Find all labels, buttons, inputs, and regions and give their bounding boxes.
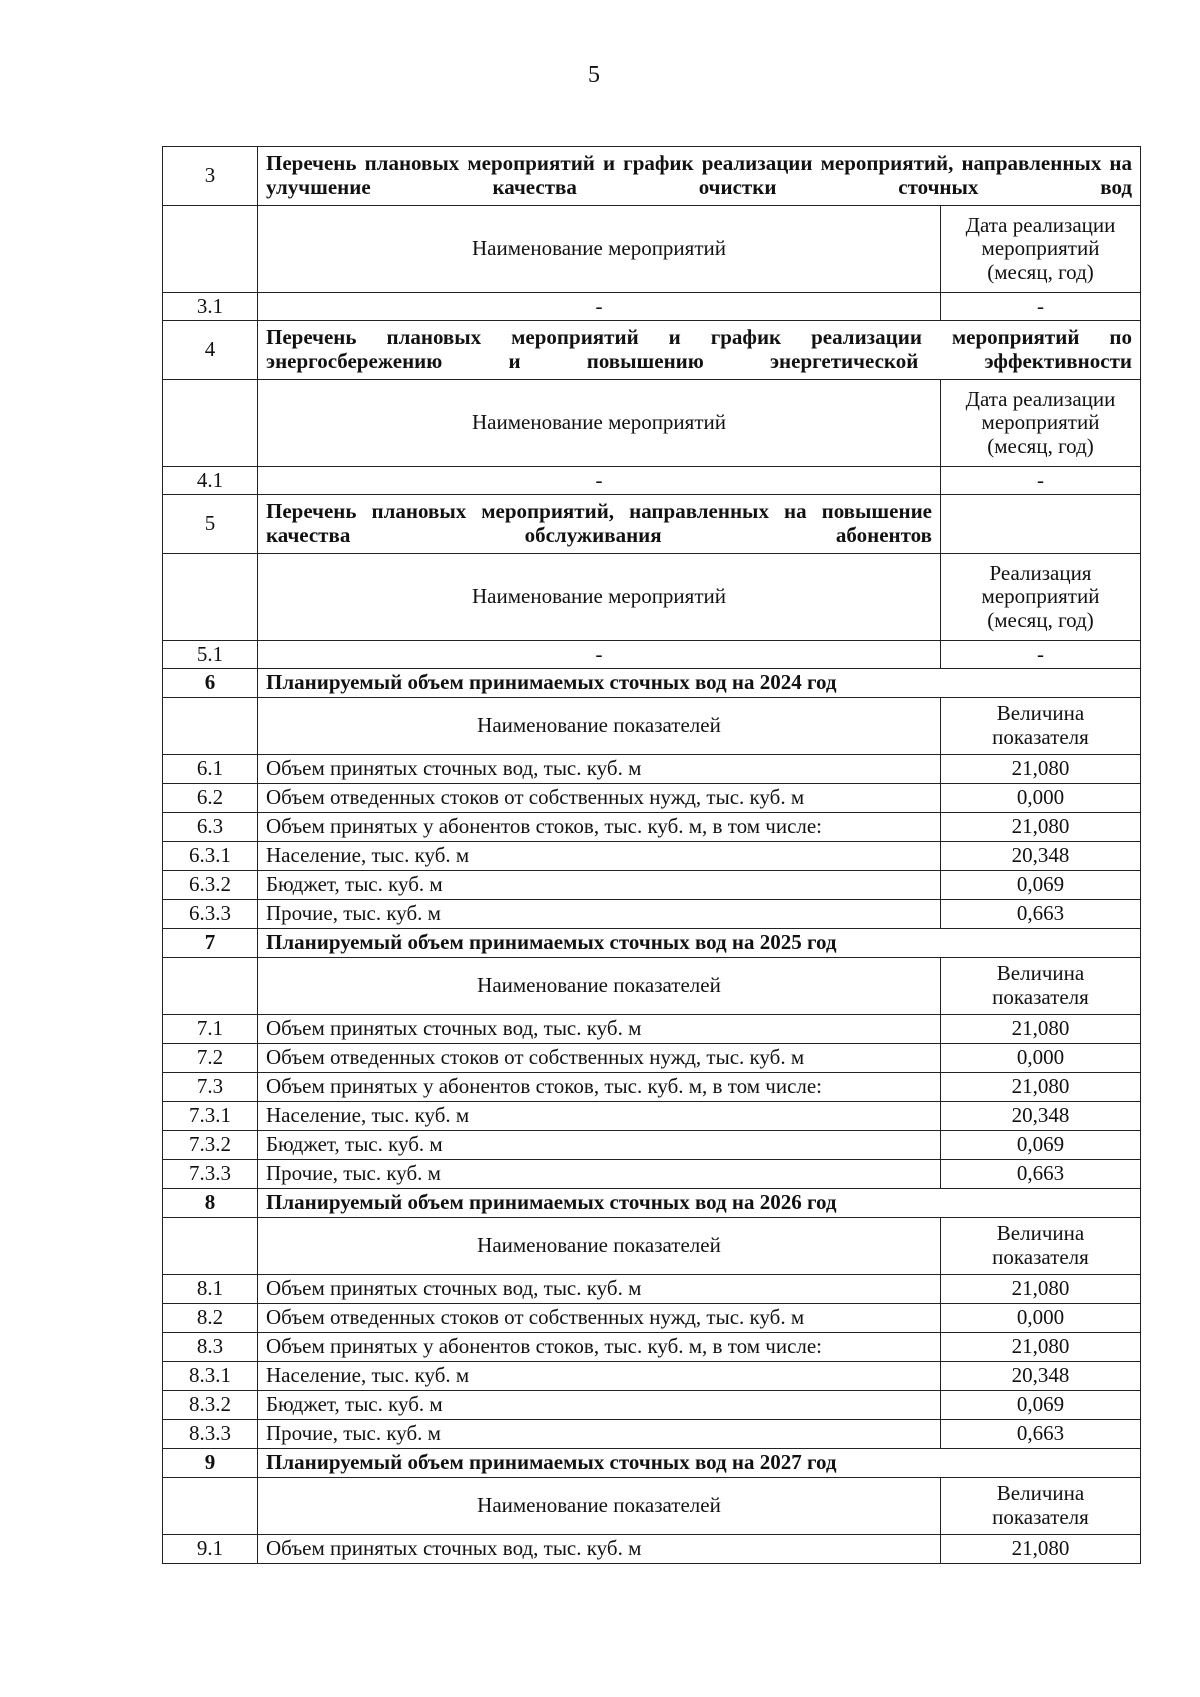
row-value: 20,348 — [941, 1102, 1141, 1131]
row-value: 0,000 — [941, 1304, 1141, 1333]
row-value: 0,069 — [941, 1131, 1141, 1160]
row-number: 8.3.1 — [163, 1362, 258, 1391]
section-6-header — [163, 669, 1141, 698]
table-row — [163, 900, 1141, 929]
row-label: Прочие, тыс. куб. м — [258, 1420, 941, 1449]
row-date: - — [941, 467, 1141, 495]
table-row — [163, 467, 1141, 495]
section-3-header — [163, 147, 1141, 206]
row-number: 4.1 — [163, 467, 258, 495]
row-label: Объем отведенных стоков от собственных нужд, тыс. куб. м — [258, 1044, 941, 1073]
row-value: 20,348 — [941, 1362, 1141, 1391]
row-label: Население, тыс. куб. м — [258, 1102, 941, 1131]
section-number: 9 — [163, 1449, 258, 1478]
row-number: 7.2 — [163, 1044, 258, 1073]
row-name: - — [258, 293, 941, 321]
row-number: 7.3.1 — [163, 1102, 258, 1131]
row-label: Объем принятых у абонентов стоков, тыс. куб. м, в том числе: — [258, 1073, 941, 1102]
row-number: 6.3.2 — [163, 871, 258, 900]
column-name-header: Наименование мероприятий — [258, 380, 941, 467]
row-label: Объем принятых у абонентов стоков, тыс. куб. м, в том числе: — [258, 1333, 941, 1362]
table-row — [163, 1160, 1141, 1189]
table-row — [163, 1333, 1141, 1362]
row-value: 21,080 — [941, 1015, 1141, 1044]
row-label: Объем принятых сточных вод, тыс. куб. м — [258, 1275, 941, 1304]
section-number: 6 — [163, 669, 258, 698]
row-date: - — [941, 293, 1141, 321]
section-8-column-header — [163, 1218, 1141, 1275]
column-name-header: Наименование мероприятий — [258, 206, 941, 293]
row-label: Объем принятых сточных вод, тыс. куб. м — [258, 1015, 941, 1044]
row-number: 7.3 — [163, 1073, 258, 1102]
table-row — [163, 1073, 1141, 1102]
row-name: - — [258, 641, 941, 669]
empty-cell — [163, 1218, 258, 1275]
row-value: 0,000 — [941, 1044, 1141, 1073]
row-label: Объем отведенных стоков от собственных нужд, тыс. куб. м — [258, 1304, 941, 1333]
table-row — [163, 1015, 1141, 1044]
row-number: 8.1 — [163, 1275, 258, 1304]
row-label: Объем отведенных стоков от собственных нужд, тыс. куб. м — [258, 784, 941, 813]
row-value: 21,080 — [941, 1333, 1141, 1362]
page-number: 5 — [588, 62, 600, 88]
table-row — [163, 784, 1141, 813]
empty-cell — [163, 554, 258, 641]
row-value: 0,663 — [941, 1420, 1141, 1449]
table-row — [163, 1044, 1141, 1073]
column-date-header: Дата реализации мероприятий (месяц, год) — [941, 380, 1141, 467]
row-number: 8.3.3 — [163, 1420, 258, 1449]
section-title: Планируемый объем принимаемых сточных вод на 2027 год — [258, 1449, 1141, 1478]
row-value: 21,080 — [941, 813, 1141, 842]
section-title: Перечень плановых мероприятий, направленных на повышение качества обслуживания абонентов — [258, 495, 941, 554]
row-value: 20,348 — [941, 842, 1141, 871]
row-number: 7.1 — [163, 1015, 258, 1044]
section-4-column-header — [163, 380, 1141, 467]
empty-cell — [163, 380, 258, 467]
column-value-header: Величина показателя — [941, 958, 1141, 1015]
column-name-header: Наименование показателей — [258, 1478, 941, 1535]
row-value: 21,080 — [941, 1073, 1141, 1102]
row-number: 7.3.2 — [163, 1131, 258, 1160]
table-row — [163, 871, 1141, 900]
row-label: Бюджет, тыс. куб. м — [258, 1131, 941, 1160]
plan-table — [162, 146, 1141, 1564]
row-value: 0,069 — [941, 1391, 1141, 1420]
table-row — [163, 1102, 1141, 1131]
column-date-header: Дата реализации мероприятий (месяц, год) — [941, 206, 1141, 293]
row-name: - — [258, 467, 941, 495]
table-row — [163, 1275, 1141, 1304]
empty-cell — [163, 698, 258, 755]
row-label: Прочие, тыс. куб. м — [258, 900, 941, 929]
empty-cell — [941, 495, 1141, 554]
table-row — [163, 1535, 1141, 1564]
row-number: 6.1 — [163, 755, 258, 784]
row-number: 6.3.1 — [163, 842, 258, 871]
row-number: 7.3.3 — [163, 1160, 258, 1189]
row-number: 9.1 — [163, 1535, 258, 1564]
table-row — [163, 842, 1141, 871]
column-name-header: Наименование показателей — [258, 698, 941, 755]
section-title: Планируемый объем принимаемых сточных вод на 2026 год — [258, 1189, 1141, 1218]
section-9-header — [163, 1449, 1141, 1478]
section-4-header — [163, 321, 1141, 380]
row-date: - — [941, 641, 1141, 669]
row-value: 0,663 — [941, 900, 1141, 929]
table-row — [163, 1304, 1141, 1333]
section-3-column-header — [163, 206, 1141, 293]
table-row — [163, 641, 1141, 669]
row-value: 21,080 — [941, 755, 1141, 784]
column-value-header: Величина показателя — [941, 1478, 1141, 1535]
row-value: 0,663 — [941, 1160, 1141, 1189]
column-value-header: Величина показателя — [941, 698, 1141, 755]
row-value: 0,000 — [941, 784, 1141, 813]
section-number: 3 — [163, 147, 258, 206]
section-8-header — [163, 1189, 1141, 1218]
table-row — [163, 293, 1141, 321]
row-number: 6.3 — [163, 813, 258, 842]
row-number: 6.3.3 — [163, 900, 258, 929]
section-title: Планируемый объем принимаемых сточных вод на 2025 год — [258, 929, 1141, 958]
row-number: 3.1 — [163, 293, 258, 321]
column-name-header: Наименование мероприятий — [258, 554, 941, 641]
section-5-header — [163, 495, 1141, 554]
row-value: 0,069 — [941, 871, 1141, 900]
table-row — [163, 1131, 1141, 1160]
section-number: 4 — [163, 321, 258, 380]
row-label: Бюджет, тыс. куб. м — [258, 1391, 941, 1420]
section-6-column-header — [163, 698, 1141, 755]
empty-cell — [163, 206, 258, 293]
row-number: 5.1 — [163, 641, 258, 669]
empty-cell — [163, 958, 258, 1015]
row-label: Объем принятых у абонентов стоков, тыс. куб. м, в том числе: — [258, 813, 941, 842]
row-label: Прочие, тыс. куб. м — [258, 1160, 941, 1189]
column-name-header: Наименование показателей — [258, 958, 941, 1015]
column-name-header: Наименование показателей — [258, 1218, 941, 1275]
row-number: 8.3 — [163, 1333, 258, 1362]
row-label: Население, тыс. куб. м — [258, 1362, 941, 1391]
table-row — [163, 1362, 1141, 1391]
section-number: 5 — [163, 495, 258, 554]
row-number: 6.2 — [163, 784, 258, 813]
row-label: Население, тыс. куб. м — [258, 842, 941, 871]
row-value: 21,080 — [941, 1275, 1141, 1304]
row-value: 21,080 — [941, 1535, 1141, 1564]
row-number: 8.3.2 — [163, 1391, 258, 1420]
table-row — [163, 1391, 1141, 1420]
row-label: Бюджет, тыс. куб. м — [258, 871, 941, 900]
section-7-header — [163, 929, 1141, 958]
section-7-column-header — [163, 958, 1141, 1015]
section-title: Планируемый объем принимаемых сточных вод на 2024 год — [258, 669, 1141, 698]
section-5-column-header — [163, 554, 1141, 641]
table-row — [163, 1420, 1141, 1449]
section-number: 7 — [163, 929, 258, 958]
table-row — [163, 755, 1141, 784]
column-value-header: Величина показателя — [941, 1218, 1141, 1275]
table-row — [163, 813, 1141, 842]
section-number: 8 — [163, 1189, 258, 1218]
column-date-header: Реализация мероприятий (месяц, год) — [941, 554, 1141, 641]
row-label: Объем принятых сточных вод, тыс. куб. м — [258, 1535, 941, 1564]
section-9-column-header — [163, 1478, 1141, 1535]
empty-cell — [163, 1478, 258, 1535]
section-title: Перечень плановых мероприятий и график реализации мероприятий по энергосбережению и повышению энергетической эффективности — [258, 321, 1141, 380]
row-label: Объем принятых сточных вод, тыс. куб. м — [258, 755, 941, 784]
section-title: Перечень плановых мероприятий и график реализации мероприятий, направленных на улучшение качества очистки сточных вод — [258, 147, 1141, 206]
row-number: 8.2 — [163, 1304, 258, 1333]
